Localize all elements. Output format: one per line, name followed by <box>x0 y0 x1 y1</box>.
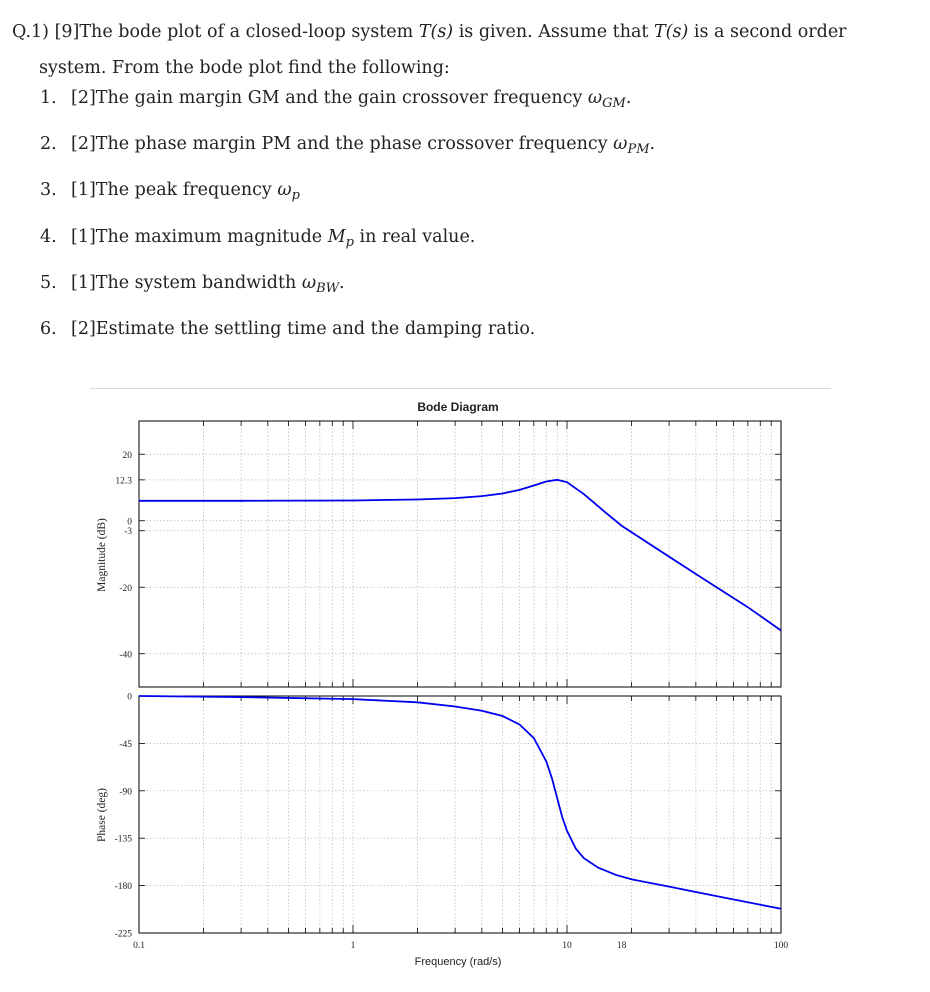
item-number: 3. <box>40 180 57 201</box>
item-symbol: M <box>327 226 346 247</box>
question-items <box>40 80 655 357</box>
magnitude-panel <box>96 421 781 687</box>
bode-diagram <box>0 395 930 992</box>
item-points: [2] <box>71 134 96 155</box>
magnitude-ytick-label: 12.3 <box>115 476 132 487</box>
transfer-function-symbol-2: T(s) <box>654 22 689 42</box>
phase-ytick-label: -180 <box>114 882 132 893</box>
item-content <box>71 126 655 172</box>
x-tick-labels <box>133 941 788 951</box>
magnitude-ytick-label: -40 <box>119 650 132 661</box>
question-item-1 <box>40 80 655 126</box>
item-subscript: PM <box>627 142 650 158</box>
item-number: 6. <box>40 318 57 339</box>
phase-grid <box>139 696 781 933</box>
item-subscript: BW <box>316 280 340 296</box>
phase-ytick-label: -90 <box>119 787 132 798</box>
phase-ytick-label: 0 <box>127 692 132 703</box>
question-line1-c: is a second order <box>688 22 847 42</box>
item-text: The system bandwidth <box>95 272 302 293</box>
magnitude-ytick-label: 20 <box>122 450 132 461</box>
item-text: Estimate the settling time and the damping ratio. <box>95 318 536 339</box>
question-item-4 <box>40 219 655 265</box>
question-line1-b: is given. Assume that <box>453 22 654 42</box>
question-line1-a: The bode plot of a closed-loop system <box>79 22 419 42</box>
question-item-5 <box>40 265 655 311</box>
item-symbol: ω <box>587 88 603 108</box>
question-item-2 <box>40 126 655 172</box>
item-content <box>71 311 535 357</box>
item-points: [2] <box>71 88 96 108</box>
item-text: The phase margin PM and the phase crossover frequency <box>95 134 614 155</box>
question-label: Q.1) <box>12 22 49 42</box>
item-tail: . <box>625 88 632 108</box>
x-tick-label: 100 <box>773 941 789 951</box>
item-text: The gain margin GM and the gain crossover frequency <box>95 88 588 108</box>
phase-ytick-label: -225 <box>114 929 132 940</box>
question-header <box>12 14 917 86</box>
item-symbol: ω <box>613 134 628 155</box>
phase-panel <box>96 693 781 940</box>
item-symbol: ω <box>301 272 317 293</box>
item-points: [2] <box>71 318 96 339</box>
item-subscript: GM <box>602 96 626 111</box>
item-content <box>71 80 631 126</box>
item-subscript: p <box>291 188 300 204</box>
magnitude-ytick-label: -20 <box>119 583 132 594</box>
item-symbol: ω <box>277 180 292 201</box>
x-tick-label: 18 <box>616 941 627 951</box>
magnitude-ylabel: Magnitude (dB) <box>96 518 108 592</box>
item-points: [1] <box>71 180 96 201</box>
x-axis-label: Frequency (rad/s) <box>414 956 502 968</box>
magnitude-ytick-label: -3 <box>124 527 132 538</box>
x-tick-label: 0.1 <box>133 941 145 951</box>
magnitude-grid <box>139 421 781 687</box>
item-tail: . <box>649 134 656 155</box>
item-number: 2. <box>40 134 57 155</box>
question-points: [9] <box>54 22 80 42</box>
x-tick-label: 10 <box>562 941 572 951</box>
item-number: 5. <box>40 272 57 293</box>
phase-frame <box>139 696 781 933</box>
magnitude-frame <box>139 421 781 687</box>
question-item-6 <box>40 311 655 357</box>
item-points: [1] <box>71 226 96 247</box>
phase-ylabel: Phase (deg) <box>96 788 108 842</box>
phase-curve <box>139 696 781 909</box>
item-number: 1. <box>40 88 57 108</box>
phase-ytick-label: -45 <box>119 739 132 750</box>
magnitude-curve <box>139 480 781 631</box>
item-content <box>71 172 300 218</box>
divider-line <box>90 388 831 389</box>
item-points: [1] <box>71 272 96 293</box>
question-item-3 <box>40 172 655 218</box>
item-subscript: p <box>345 234 354 250</box>
magnitude-ytick-label: 0 <box>127 517 132 528</box>
item-number: 4. <box>40 226 57 247</box>
chart-title: Bode Diagram <box>417 400 499 414</box>
transfer-function-symbol: T(s) <box>418 22 454 42</box>
item-content <box>71 219 475 265</box>
x-tick-label: 1 <box>350 941 356 951</box>
item-content <box>71 265 345 311</box>
magnitude-y-ticks <box>115 451 132 661</box>
item-tail: . <box>339 272 345 293</box>
phase-y-ticks <box>115 693 133 940</box>
question-line2: system. From the bode plot find the following: <box>39 58 450 78</box>
item-tail: in real value. <box>353 226 476 247</box>
item-text: The maximum magnitude <box>95 226 328 247</box>
item-text: The peak frequency <box>95 180 278 201</box>
phase-ytick-label: -135 <box>114 834 132 845</box>
